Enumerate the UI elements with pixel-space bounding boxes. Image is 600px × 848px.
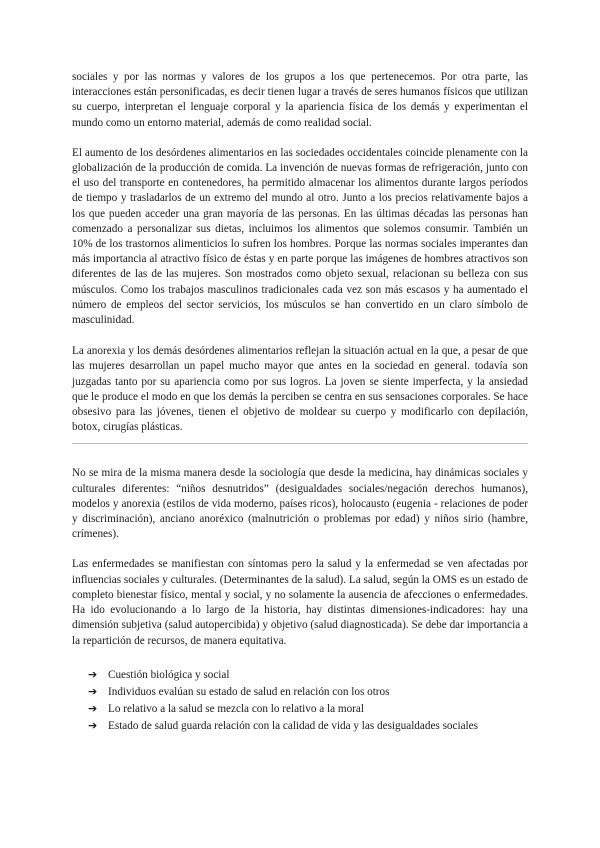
arrow-bullet-icon: ➔	[88, 667, 98, 681]
list-item	[88, 684, 528, 700]
bullet-list	[72, 667, 528, 735]
list-item	[88, 718, 528, 734]
paragraph: Las enfermedades se manifiestan con síntomas pero la salud y la enfermedad se ven afectadas por influencias sociales y culturales. (Determinantes de la salud). La salud, según la OMS es un estado de completo bienestar físico, mental y social, y no solamente la ausencia de afecciones o enfermedades. Ha ido evolucionando a lo largo de la historia, hay distintas dimensiones-indicadores: hay una dimensión subjetiva (salud autopercibida) y objetivo (salud diagnosticada). Se debe dar importancia a la repartición de recursos, de manera equitativa.	[72, 558, 528, 647]
list-item-text: Lo relativo a la salud se mezcla con lo relativo a la moral	[108, 703, 364, 716]
arrow-bullet-icon: ➔	[88, 702, 98, 716]
list-item	[88, 701, 528, 717]
document-body	[72, 70, 528, 736]
section-divider	[72, 443, 528, 444]
paragraph: El aumento de los desórdenes alimentarios en las sociedades occidentales coincide plenamente con la globalización de la producción de comida. La invención de nuevas formas de refrigeración, junto con el uso del transporte en contenedores, ha permitido almacenar los alimentos durante largos períodos de tiempo y trasladarlos de un extremo del mundo al otro. Junto a los precios relativamente bajos a los que pueden acceder una gran mayoría de las personas. En las últimas décadas las personas han comenzado a personalizar sus dietas, incluimos los alimentos que solemos consumir. También un 10% de los trastornos alimenticios lo sufren los hombres. Porque las normas sociales imperantes dan más importancia al atractivo físico de éstas y en parte porque las imágenes de hombres atractivos son diferentes de las de las mujeres. Son mostrados como objeto sexual, relacionan su belleza con sus músculos. Como los trabajos masculinos tradicionales cada vez son más escasos y ha aumentado el número de empleos del sector servicios, los músculos se han convertido en un claro símbolo de masculinidad.	[72, 146, 528, 327]
paragraph: La anorexia y los demás desórdenes alimentarios reflejan la situación actual en la que, a pesar de que las mujeres desarrollan un papel mucho mayor que antes en la sociedad en general. todavía son juzgadas tanto por su apariencia como por sus logros. La joven se siente imperfecta, y la ansiedad que le produce el modo en que los demás la perciben se centra en sus sensaciones corporales. Se hace obsesivo para las jóvenes, tienen el objetivo de moldear su cuerpo y modificarlo con depilación, botox, cirugías plásticas.	[72, 345, 528, 434]
list-item	[88, 667, 528, 683]
list-item-text: Individuos evalúan su estado de salud en relación con los otros	[108, 685, 390, 698]
list-item-text: Cuestión biológica y social	[108, 668, 230, 681]
arrow-bullet-icon: ➔	[88, 684, 98, 698]
paragraph: sociales y por las normas y valores de los grupos a los que pertenecemos. Por otra parte, las interacciones están personificadas, es decir tienen lugar a través de seres humanos físicos que utilizan su cuerpo, interpretan el lenguaje corporal y la apariencia física de los demás y experimentan el mundo como un entorno material, además de como realidad social.	[72, 71, 528, 129]
paragraph: No se mira de la misma manera desde la sociología que desde la medicina, hay dinámicas sociales y culturales diferentes: “niños desnutridos” (desigualdades sociales/negación derechos humanos), modelos y anorexia (estilos de vida moderno, países ricos), holocausto (eugenia - relaciones de poder y discriminación), anciano anoréxico (malnutrición o problemas por edad) y niños sirio (hambre, crímenes).	[72, 467, 528, 541]
arrow-bullet-icon: ➔	[88, 719, 98, 733]
list-item-text: Estado de salud guarda relación con la calidad de vida y las desigualdades sociales	[108, 720, 478, 733]
